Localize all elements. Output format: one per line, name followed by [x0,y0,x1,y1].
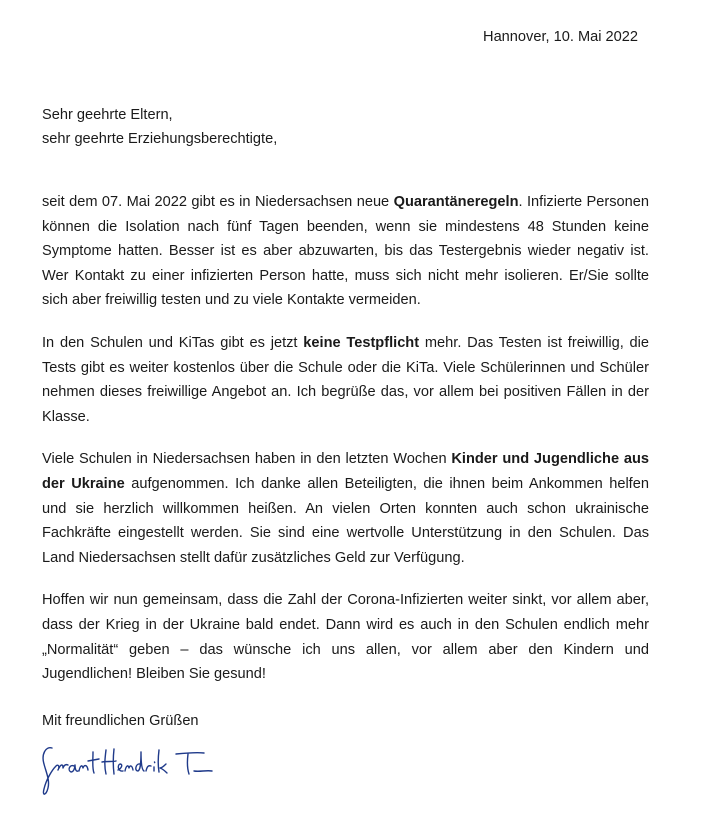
paragraph-text: . Infizierte Personen können die Isolation nach fünf Tagen beenden, wenn sie mindestens 48 Stunden keine Symptome hatten. Besser ist es aber abzuwarten, bis das Testergebnis wieder negativ ist. Wer Kontakt zu einer infizierten Person hatte, muss sich nicht mehr isolieren. Er/Sie sollte sich aber freiwillig testen und zu viele Kontakte vermeiden. [42,194,650,309]
paragraph-text: In den Schulen und KiTas gibt es jetzt [42,334,304,351]
emphasis-text: Quarantäneregeln [393,194,519,210]
emphasis-text: Kinder und Jugendliche aus der Ukraine [42,451,650,492]
paragraph-ukraine [42,447,649,570]
paragraph-text: seit dem 07. Mai 2022 gibt es in Niedersachsen neue [42,194,394,210]
letter-body [42,190,649,687]
handwritten-signature [36,734,216,800]
salutation-line-2: sehr geehrte Erziehungsberechtigte, [42,130,278,147]
paragraph-text: mehr. Das Testen ist freiwillig, die Tests gibt es weiter kostenlos über die Schule oder die KiTa. Viele Schülerinnen und Schüler nehmen dieses freiwillige Angebot an. Ich begrüße das, vor allem bei positiven Fällen in der Klasse. [42,334,650,425]
paragraph-quarantine-rules [42,190,649,313]
date-line: Hannover, 10. Mai 2022 [483,29,638,45]
paragraph-text: aufgenommen. Ich danke allen Beteiligten, die ihnen beim Ankommen helfen und sie herzlich willkommen heißen. An vielen Orten konnten auch schon ukrainische Fachkräfte eingestellt werden. Sie sind eine wertvolle Unterstützung in den Schulen. Das Land Niedersachsen stellt dafür zusätzliches Geld zur Verfügung. [42,475,649,566]
paragraph-text: Hoffen wir nun gemeinsam, dass die Zahl der Corona-Infizierten weiter sinkt, vor allem aber, dass der Krieg in der Ukraine bald endet. Dann wird es auch in den Schulen endlich mehr „Normalität“ geben – das wünsche ich uns allen, vor allem aber den Kindern und Jugendlichen! Bleiben Sie gesund! [42,592,649,683]
salutation [42,104,277,151]
paragraph-closing-wishes [42,588,649,686]
paragraph-testing [42,331,649,429]
emphasis-text: keine Testpflicht [303,334,420,351]
paragraph-text: Viele Schulen in Niedersachsen haben in den letzten Wochen [42,451,452,468]
closing-line: Mit freundlichen Grüßen [42,713,199,729]
salutation-line-1: Sehr geehrte Eltern, [42,107,173,123]
